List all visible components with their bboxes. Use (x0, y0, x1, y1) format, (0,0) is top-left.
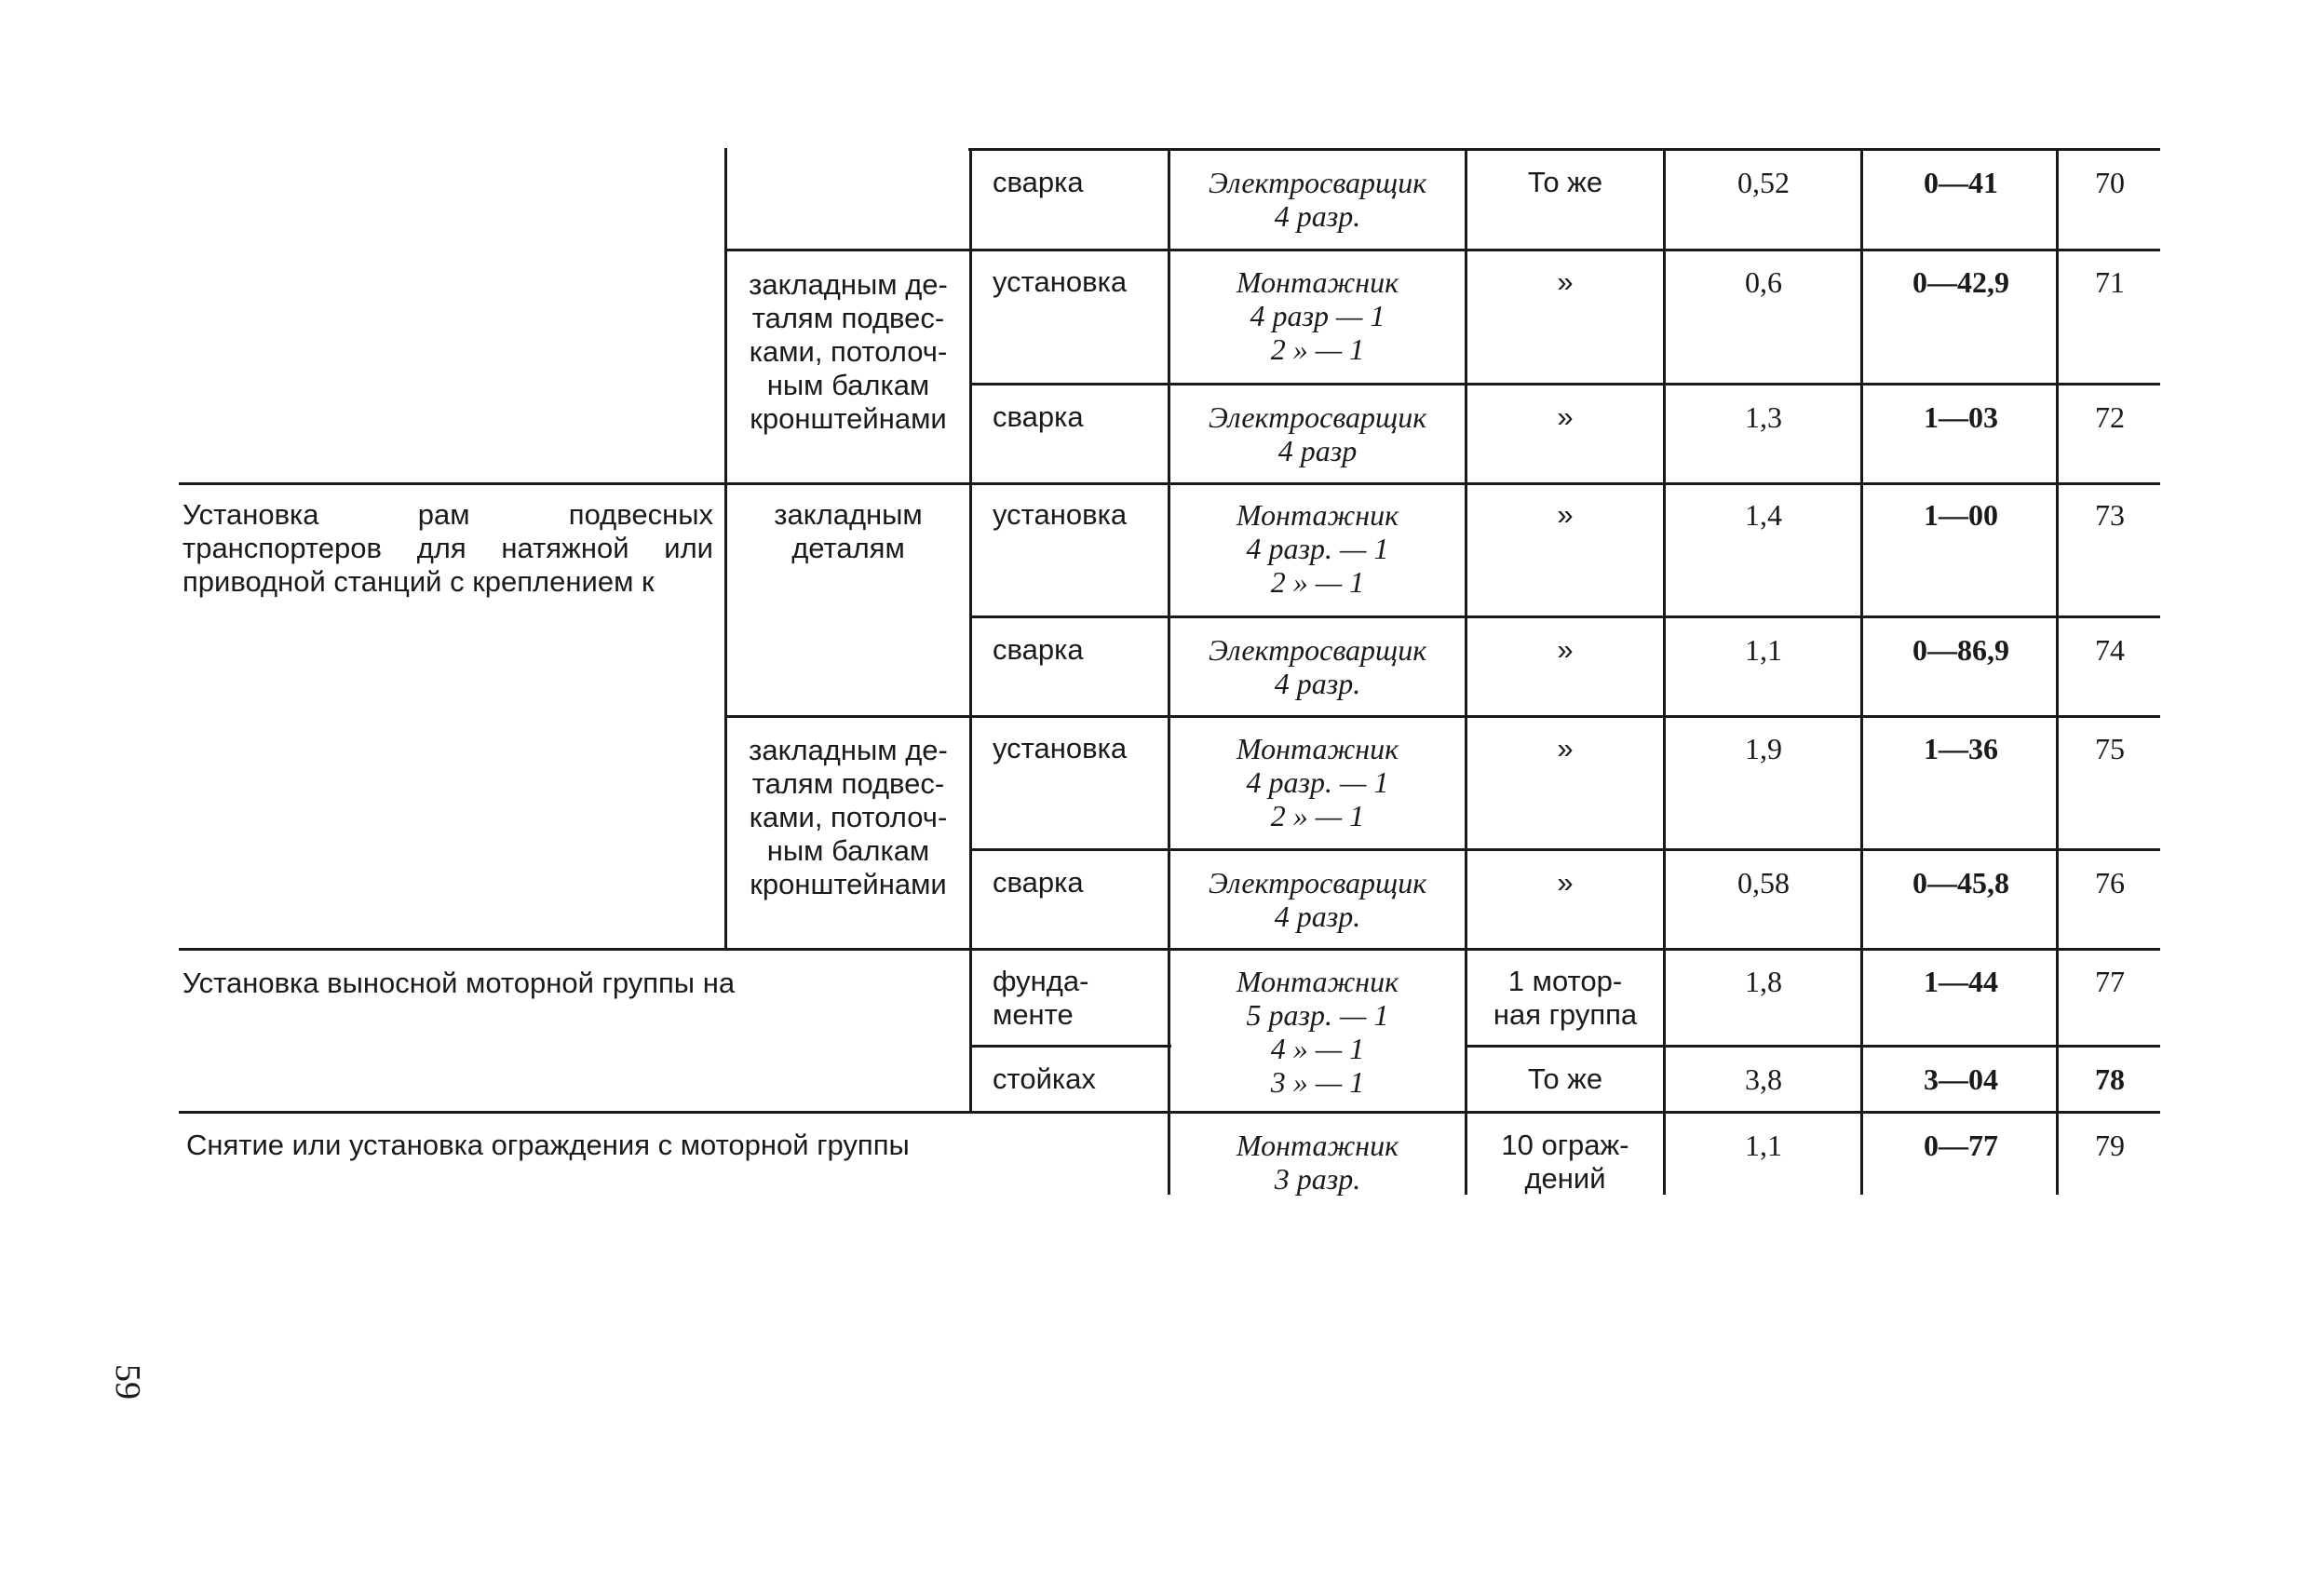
page-number: 59 (108, 1364, 147, 1400)
rule-row74-top (972, 615, 2160, 618)
norm-row75: 1,9 (1745, 732, 1782, 765)
crew-row73: Монтажник 4 разр. — 1 2 » — 1 (1236, 498, 1399, 599)
price-row74: 0—86,9 (1912, 633, 2009, 667)
work-motor-group: Установка выносной моторной группы на (182, 967, 736, 999)
crew-row74: Электросварщик 4 разр. (1208, 633, 1427, 700)
operation-row78: стойках (993, 1062, 1096, 1095)
id-row77: 77 (2095, 965, 2125, 998)
crew-motor-group: Монтажник 5 разр. — 1 4 » — 1 3 » — 1 (1236, 965, 1399, 1099)
fastening-embedded: закладным деталям (774, 498, 923, 564)
operation-row73: установка (993, 498, 1128, 531)
unit-row79: 10 ограж- дений (1501, 1129, 1629, 1195)
unit-row76: » (1557, 866, 1574, 899)
rule-row75-top (726, 715, 2160, 718)
id-row71: 71 (2095, 265, 2125, 299)
rule-row76-top (972, 848, 2160, 851)
norm-row78: 3,8 (1745, 1062, 1782, 1096)
id-row76: 76 (2095, 866, 2125, 899)
id-row73: 73 (2095, 498, 2125, 532)
price-row79: 0—77 (1924, 1129, 1998, 1162)
unit-row74: » (1557, 633, 1574, 666)
norm-row71: 0,6 (1745, 265, 1782, 299)
rule-row78-top-a (972, 1045, 1171, 1048)
price-row72: 1—03 (1924, 400, 1998, 434)
norm-row70: 0,52 (1737, 166, 1790, 199)
id-row75: 75 (2095, 732, 2125, 765)
price-row71: 0—42,9 (1912, 265, 2009, 299)
operation-row71: установка (993, 265, 1128, 298)
operation-row77: фунда- менте (993, 965, 1089, 1031)
fastening-hangers-1: закладным де- талям подвес- ками, потолоч- ным балкам кронштейнами (749, 268, 948, 435)
crew-row72: Электросварщик 4 разр (1208, 400, 1427, 467)
norm-row79: 1,1 (1745, 1129, 1782, 1162)
rule-row71-top (726, 249, 2160, 251)
unit-row77: 1 мотор- ная группа (1493, 965, 1638, 1031)
norm-row76: 0,58 (1737, 866, 1790, 899)
operation-row74: сварка (993, 633, 1084, 666)
rule-col-price-left (1860, 148, 1863, 1195)
id-row79: 79 (2095, 1129, 2125, 1162)
rule-col-norm-left (1663, 148, 1666, 1195)
work-frames: Установка рам подвесных транспортеров для натяжной или приводной станций с креплением к (182, 498, 713, 598)
crew-row70: Электросварщик 4 разр. (1208, 166, 1427, 233)
rule-row70-top (968, 148, 2160, 151)
unit-row71: » (1557, 265, 1574, 298)
norm-row77: 1,8 (1745, 965, 1782, 998)
unit-row75: » (1557, 732, 1574, 764)
crew-row75: Монтажник 4 разр. — 1 2 » — 1 (1236, 732, 1399, 832)
price-row78: 3—04 (1924, 1062, 1998, 1096)
norm-row72: 1,3 (1745, 400, 1782, 434)
price-row75: 1—36 (1924, 732, 1998, 765)
operation-row72: сварка (993, 400, 1084, 433)
operation-row76: сварка (993, 866, 1084, 899)
unit-row73: » (1557, 498, 1574, 531)
operation-row70: сварка (993, 166, 1084, 198)
rule-row72-top (972, 383, 2160, 385)
price-row73: 1—00 (1924, 498, 1998, 532)
id-row72: 72 (2095, 400, 2125, 434)
unit-row70: То же (1527, 166, 1603, 198)
price-row77: 1—44 (1924, 965, 1998, 998)
rule-col-id-left (2056, 148, 2059, 1195)
crew-row71: Монтажник 4 разр — 1 2 » — 1 (1236, 265, 1399, 366)
price-row70: 0—41 (1924, 166, 1998, 199)
norm-row74: 1,1 (1745, 633, 1782, 667)
id-row78: 78 (2095, 1062, 2125, 1096)
crew-guard: Монтажник 3 разр. (1236, 1129, 1399, 1196)
work-guard: Снятие или установка ограждения с моторной группы (186, 1129, 910, 1161)
operation-row75: установка (993, 732, 1128, 764)
crew-row76: Электросварщик 4 разр. (1208, 866, 1427, 933)
id-row74: 74 (2095, 633, 2125, 667)
id-row70: 70 (2095, 166, 2125, 199)
norm-row73: 1,4 (1745, 498, 1782, 532)
fastening-hangers-2: закладным де- талям подвес- ками, потолоч- ным балкам кронштейнами (749, 734, 948, 900)
price-row76: 0—45,8 (1912, 866, 2009, 899)
unit-row78: То же (1527, 1062, 1603, 1095)
unit-row72: » (1557, 400, 1574, 433)
